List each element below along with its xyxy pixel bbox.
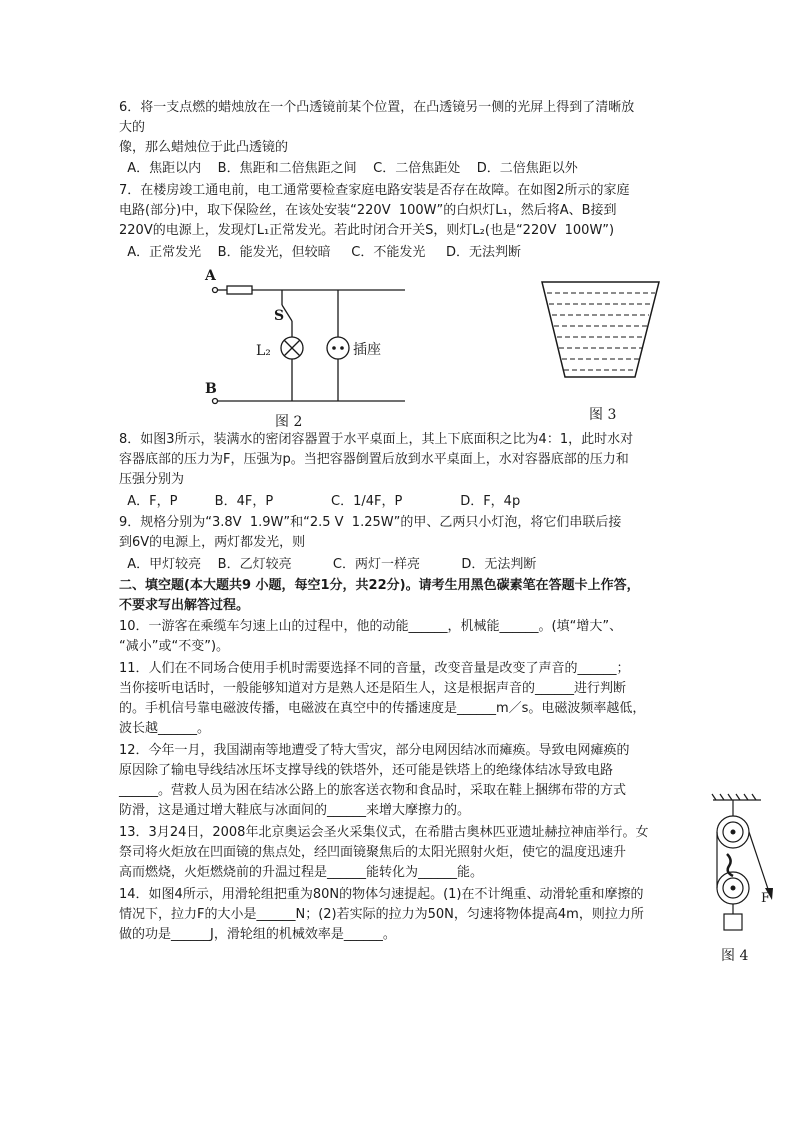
q7-options: A．正常发光 B．能发光，但较暗 C．不能发光 D．无法判断	[119, 245, 522, 260]
q14-line-2: 情况下，拉力F的大小是______N；(2)若实际的拉力为50N，匀速将物体提高4m，则拉力所	[119, 907, 644, 922]
q6-line-2: 大的	[119, 120, 146, 135]
section-2-heading: 二、填空题(本大题共9 小题，每空1分，共22分)。请考生用黑色碳素笔在答题卡上作答，	[119, 578, 640, 593]
q7-line-2: 电路(部分)中，取下保险丝，在该处安装“220V 100W”的白炽灯L₁，然后将A、B接到	[119, 203, 617, 218]
figure-4-pulley	[705, 792, 780, 942]
q8-options: A．F，P B．4F，P C．1/4F，P D．F，4p	[119, 494, 521, 509]
switch-s-label: S	[274, 308, 285, 324]
q6-options: A．焦距以内 B．焦距和二倍焦距之间 C．二倍焦距处 D．二倍焦距以外	[119, 161, 578, 176]
q12-line-1: 12．今年一月，我国湖南等地遭受了特大雪灾，部分电网因结冰而瘫痪。导致电网瘫痪的	[119, 743, 630, 758]
q8-line-3: 压强分别为	[119, 472, 185, 487]
q12-line-3: ______。营救人员为困在结冰公路上的旅客送衣物和食品时，采取在鞋上捆绑布带的方式	[119, 783, 627, 798]
section-2-instruction: 不要求写出解答过程。	[119, 598, 250, 613]
q13-line-3: 高而燃烧，火炬燃烧前的升温过程是______能转化为______能。	[119, 865, 484, 880]
figure-3-container	[538, 278, 663, 388]
q11-line-4: 波长越______。	[119, 721, 211, 736]
q8-line-2: 容器底部的压力为F，压强为p。当把容器倒置后放到水平桌面上，水对容器底部的压力和	[119, 452, 629, 467]
socket-label: 插座	[353, 342, 381, 358]
q7-line-1: 7．在楼房竣工通电前，电工通常要检查家庭电路安装是否存在故障。在如图2所示的家庭	[119, 183, 630, 198]
q8-line-1: 8．如图3所示，装满水的密闭容器置于水平桌面上，其上下底面积之比为4：1，此时水对	[119, 432, 634, 447]
q9-options: A．甲灯较亮 B．乙灯较亮 C．两灯一样亮 D．无法判断	[119, 557, 537, 572]
figure-3-caption: 图 3	[589, 407, 617, 423]
q12-line-4: 防滑，这是通过增大鞋底与冰面间的______来增大摩擦力的。	[119, 803, 471, 818]
q9-line-2: 到6V的电源上，两灯都发光，则	[119, 535, 306, 550]
q14-line-1: 14．如图4所示，用滑轮组把重为80N的物体匀速提起。(1)在不计绳重、动滑轮重和摩擦的	[119, 887, 644, 902]
q7-line-3: 220V的电源上，发现灯L₁正常发光。若此时闭合开关S，则灯L₂(也是“220V 100W”)	[119, 223, 615, 238]
q6-line-3: 像，那么蜡烛位于此凸透镜的	[119, 140, 289, 155]
q12-line-2: 原因除了输电导线结冰压坏支撑导线的铁塔外，还可能是铁塔上的绝缘体结冰导致电路	[119, 763, 614, 778]
q9-line-1: 9．规格分别为“3.8V 1.9W”和“2.5 V 1.25W”的甲、乙两只小灯泡，将它们串联后接	[119, 515, 622, 530]
q6-line-1: 6．将一支点燃的蜡烛放在一个凸透镜前某个位置，在凸透镜另一侧的光屏上得到了清晰放	[119, 100, 635, 115]
figure-2-caption: 图 2	[275, 414, 303, 430]
q13-line-2: 祭司将火炬放在凹面镜的焦点处，经凹面镜聚焦后的太阳光照射火炬，使它的温度迅速升	[119, 845, 627, 860]
q11-line-1: 11．人们在不同场合使用手机时需要选择不同的音量，改变音量是改变了声音的______；	[119, 661, 630, 676]
q11-line-2: 当你接听电话时，一般能够知道对方是熟人还是陌生人，这是根据声音的______进行判断	[119, 681, 627, 696]
q10-line-1: 10．一游客在乘缆车匀速上山的过程中，他的动能______，机械能______。(填“增大”、	[119, 619, 623, 634]
force-f-label: F	[761, 891, 771, 906]
terminal-b-label: B	[205, 381, 217, 397]
lamp-l2-label: L₂	[256, 343, 271, 359]
q14-line-3: 做的功是______J，滑轮组的机械效率是______。	[119, 927, 396, 942]
q13-line-1: 13．3月24日，2008年北京奥运会圣火采集仪式，在希腊古奥林匹亚遗址赫拉神庙举行。女	[119, 825, 649, 840]
q10-line-2: “减小”或“不变”)。	[119, 639, 230, 654]
figure-2-circuit	[200, 265, 415, 430]
terminal-a-label: A	[205, 268, 216, 284]
q11-line-3: 的。手机信号靠电磁波传播，电磁波在真空中的传播速度是______m／s。电磁波频率越低，	[119, 701, 646, 716]
figure-4-caption: 图 4	[721, 948, 749, 964]
